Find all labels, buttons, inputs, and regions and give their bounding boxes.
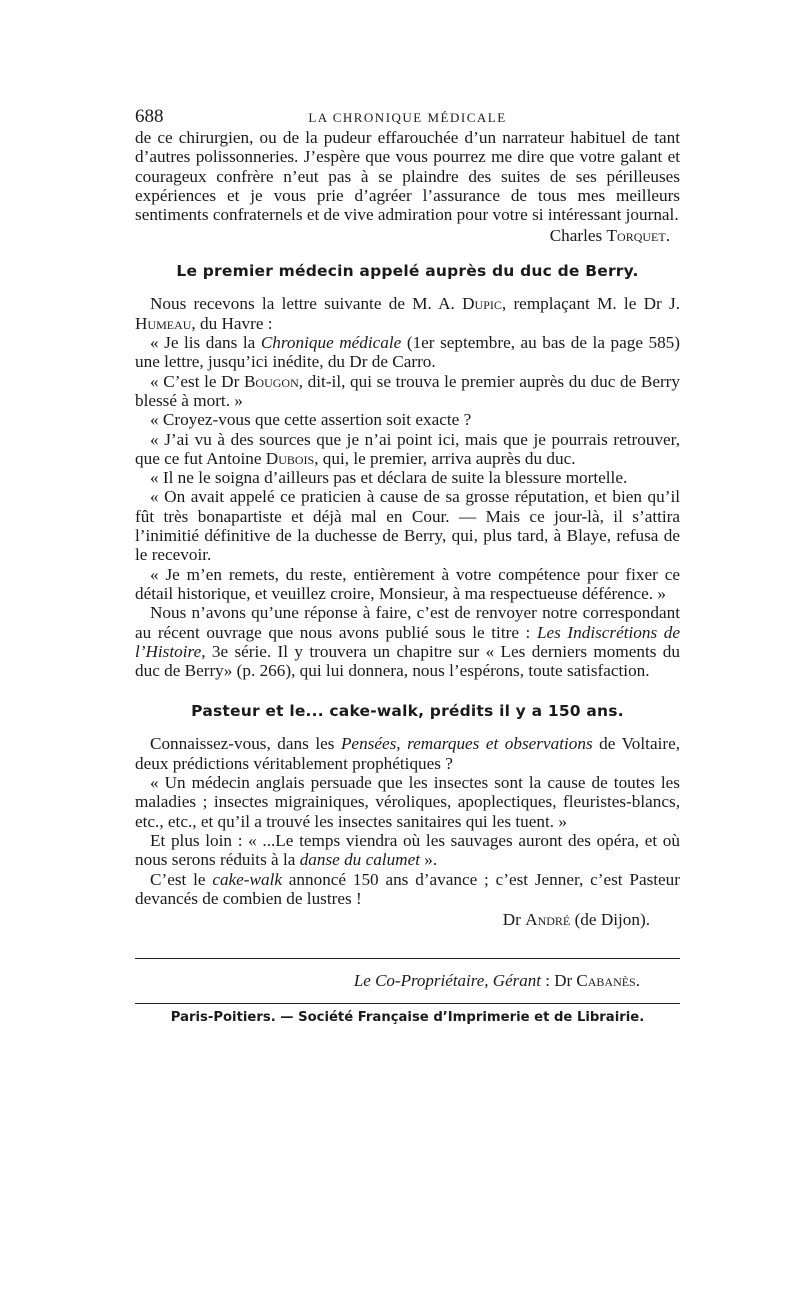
section-heading-berry: Le premier médecin appelé auprès du duc de Berry. [176,262,639,281]
section-heading-pasteur: Pasteur et le... cake-walk, prédits il y a 150 ans. [191,702,624,721]
paragraph: « C’est le Dr Bougon, dit-il, qui se trouva le premier auprès du duc de Berry blessé à mort. » [135,371,680,410]
paragraph: « Je lis dans la Chronique médicale (1er septembre, au bas de la page 585) une lettre, jusqu’ici inédite, du Dr de Carro. [135,333,680,372]
paragraph: « Croyez-vous que cette assertion soit exacte ? [150,410,472,430]
paragraph: C’est le cake-walk annoncé 150 ans d’avance ; c’est Jenner, c’est Pasteur devancés de combien de lustres ! [135,869,680,908]
paragraph: Nous n’avons qu’une réponse à faire, c’est de renvoyer notre correspondant au récent ouvrage que nous avons publié sous le titre : Les Indiscrétions de l’Histoire, 3e série. Il y trouvera un chapitre sur « Les derniers moments du duc de Berry» (p. 266), qui lui donnera, nous l’espérons, toute satisfaction. [135,603,680,681]
paragraph: Connaissez-vous, dans les Pensées, remarques et observations de Voltaire, deux prédictions véritablement prophétiques ? [135,734,681,773]
running-title: LA CHRONIQUE MÉDICALE [308,110,507,125]
page [135,106,680,1025]
paragraph: « J’ai vu à des sources que je n’ai point ici, mais que je pourrais retrouver, que ce fut Antoine Dubois, qui, le premier, arriva auprès du duc. [135,429,680,468]
section-berry-body [135,294,680,680]
paragraph: « Il ne le soigna d’ailleurs pas et déclara de suite la blessure mortelle. [150,468,628,488]
page-header [135,106,680,128]
letter-end-paragraph: de ce chirurgien, ou de la pudeur effarouchée d’un narrateur habituel de tant d’autres polissonneries. J’espère que vous pourrez me dire que votre galant et courageux confrère n’eut pas à se plaindre des suites de ses périlleuses expériences et je vous prie d’agréer l’assurance de tous mes meilleurs sentiments confraternels et de vive admiration pour votre si intéressant journal. [135,128,680,225]
gerant-line: Le Co-Propriétaire, Gérant : Dr Cabanès. [353,971,640,991]
section-pasteur-body [135,734,680,930]
signature-andre: Dr André (de Dijon). [502,910,650,930]
paragraph: « Un médecin anglais persuade que les insectes sont la cause de toutes les maladies ; insectes migrainiques, véroliques, apoplectiques, fleuristes-blancs, etc., etc., et qu’il a trouvé les insectes sanitaires qui les tuent. » [135,773,680,831]
paragraph: « On avait appelé ce praticien à cause de sa grosse réputation, et bien qu’il fût très bonapartiste et déjà mal en Cour. — Mais ce jour-là, il s’attira l’inimitié définitive de la duchesse de Berry, qui, plus tard, à Blaye, refusa de le recevoir. [135,487,680,565]
page-number: 688 [135,106,164,127]
footer-rule-bottom [135,1003,680,1004]
printer-line: Paris-Poitiers. — Société Française d’Imprimerie et de Librairie. [170,1010,645,1026]
paragraph: Nous recevons la lettre suivante de M. A. Dupic, remplaçant M. le Dr J. Humeau, du Havre : [135,294,681,333]
footer-rule-top [135,958,680,959]
paragraph: « Je m’en remets, du reste, entièrement à votre compétence pour fixer ce détail historique, et veuillez croire, Monsieur, à ma respectueuse déférence. » [135,564,680,603]
signature-torquet: Charles Torquet. [549,226,670,246]
paragraph: Et plus loin : « ...Le temps viendra où les sauvages auront des opéra, et où nous serons réduits à la danse du calumet ». [135,830,680,870]
